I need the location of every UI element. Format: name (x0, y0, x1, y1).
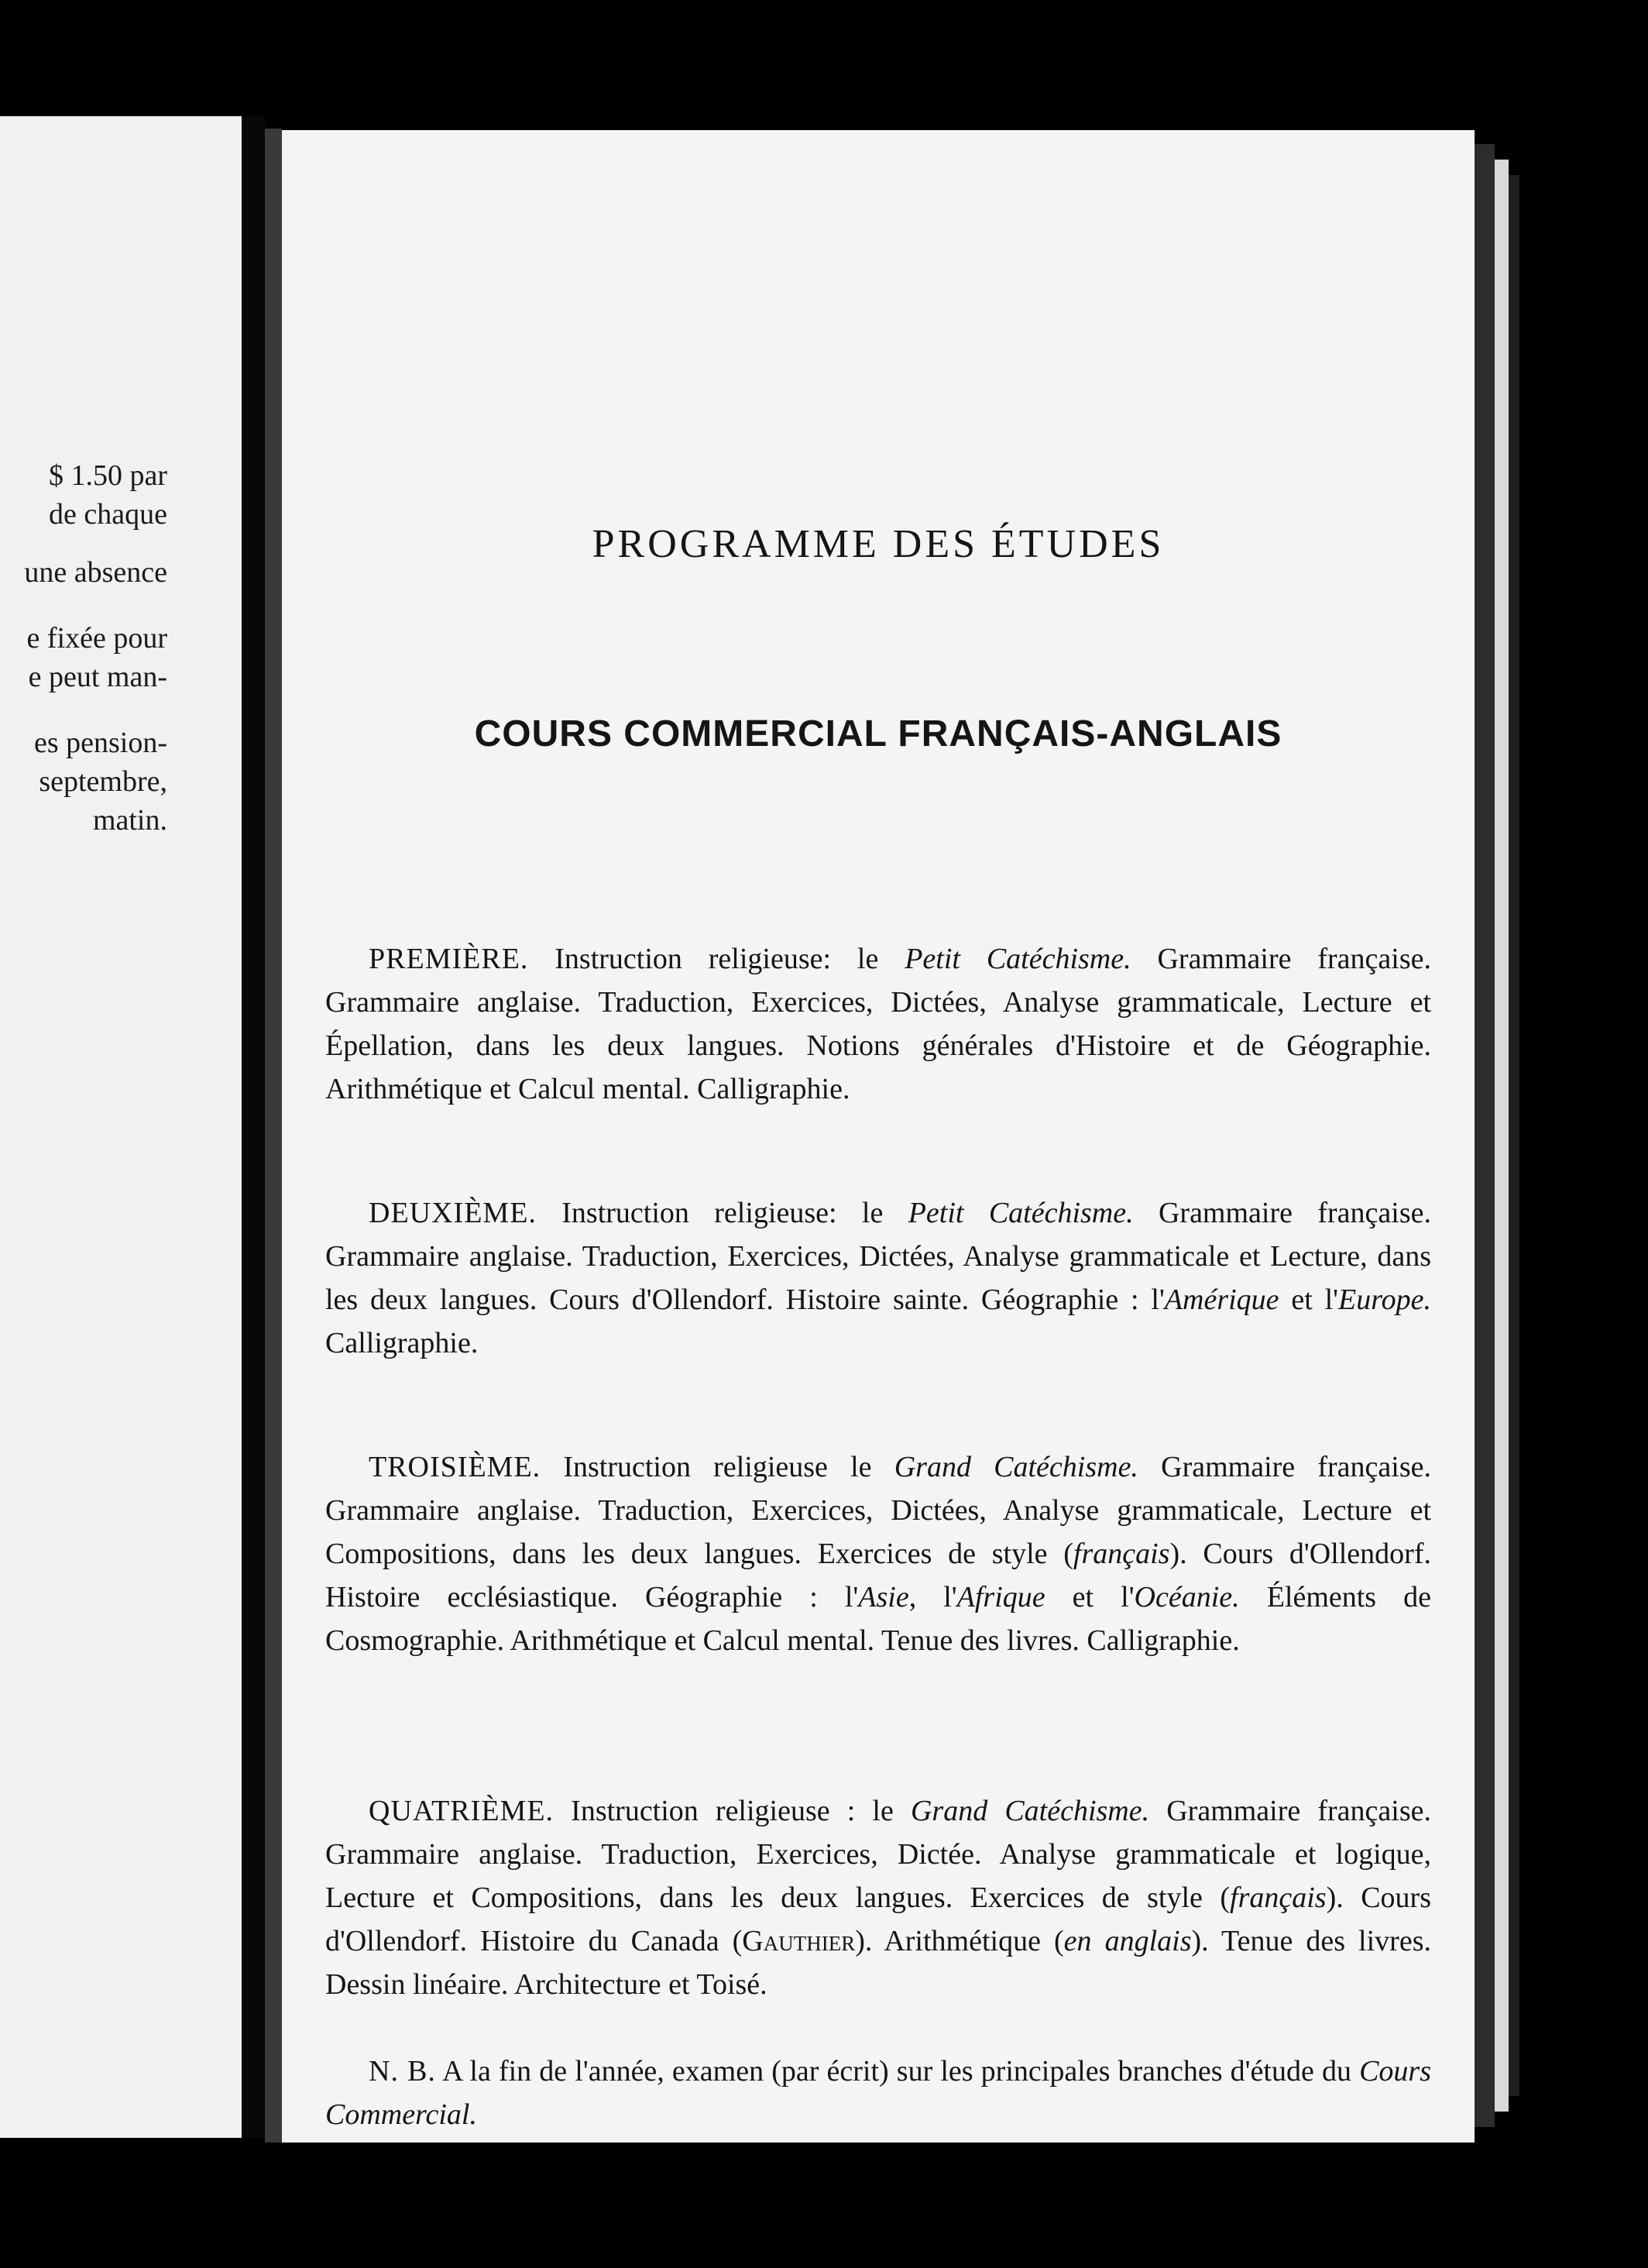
paragraph-text: Grammaire française. Grammaire anglaise. Traduction, Exercices, Dictées, Analyse grammaticale et Lecture, dans les deux langues. Cours d'Ollendorf. Histoire sainte. Géographie : l' (325, 1197, 1431, 1316)
paragraph-troisieme (325, 1445, 1431, 1662)
italic-text: Petit Catéchisme. (905, 943, 1131, 975)
italic-text: français (1073, 1538, 1170, 1570)
paragraph-label: PREMIÈRE. (369, 943, 529, 975)
paragraph-label: TROISIÈME. (369, 1451, 541, 1483)
paragraph-premiere (325, 937, 1431, 1111)
paragraph-text: A la fin de l'année, examen (par écrit) sur les principales branches d'étude du (435, 2055, 1360, 2088)
paragraph-text: ). Arithmétique ( (855, 1925, 1064, 1957)
page-shadow (265, 129, 282, 2143)
paragraph-text: Instruction religieuse: le (536, 1197, 908, 1229)
paragraph-text: et l' (1279, 1283, 1339, 1316)
italic-text: Petit Catéchisme. (908, 1197, 1134, 1229)
author-name: Gauthier (742, 1925, 856, 1957)
paragraph-text: Calligraphie. (325, 1327, 479, 1359)
italic-text: Grand Catéchisme. (910, 1795, 1150, 1827)
left-text-line: e peut man- (28, 661, 167, 693)
page-edge (1475, 144, 1495, 2127)
paragraph-text: ). Tenue des livres. Dessin linéaire. Architecture et Toisé. (325, 1925, 1431, 2001)
italic-text: Cours Commercial. (325, 2055, 1431, 2131)
paragraph-text: Instruction religieuse le (541, 1451, 894, 1483)
italic-text: Afrique (956, 1581, 1045, 1613)
paragraph-text: ). Cours d'Ollendorf. Histoire du Canada ( (325, 1881, 1431, 1957)
paragraph-text: et l' (1045, 1581, 1135, 1613)
left-text-line: matin. (92, 804, 167, 837)
italic-text: Europe. (1338, 1283, 1431, 1316)
paragraph-text: Grammaire française. Grammaire anglaise. Traduction, Exercices, Dictée. Analyse grammaticale et logique, Lecture et Compositions, dans les deux langues. Exercices de style ( (325, 1795, 1431, 1914)
paragraph-label: N. B. (369, 2055, 436, 2088)
italic-text: Océanie. (1134, 1581, 1240, 1613)
paragraph-text: ). Cours d'Ollendorf. Histoire ecclésiastique. Géographie : l' (325, 1538, 1431, 1613)
paragraph-text: Éléments de Cosmographie. Arithmétique et Calcul mental. Tenue des livres. Calligraphie. (325, 1581, 1431, 1657)
left-page-fragment (0, 116, 242, 2138)
paragraph-nb (325, 2050, 1431, 2136)
book-gutter (242, 116, 265, 2138)
paragraph-deuxieme (325, 1191, 1431, 1365)
section-title: COURS COMMERCIAL FRANÇAIS-ANGLAIS (474, 713, 1282, 754)
left-text-line: une absence (24, 556, 167, 589)
page-edge (1495, 160, 1509, 2112)
paragraph-text: , l' (908, 1581, 957, 1613)
paragraph-text: Instruction religieuse : le (554, 1795, 911, 1827)
left-text-line: de chaque (49, 498, 167, 531)
left-text-line: es pension- (33, 727, 167, 759)
italic-text: Grand Catéchisme. (894, 1451, 1138, 1483)
paragraph-label: QUATRIÈME. (369, 1795, 554, 1827)
left-text-line: septembre, (39, 765, 167, 798)
paragraph-text: Instruction religieuse: le (528, 943, 905, 975)
left-text-line: $ 1.50 par (48, 459, 167, 492)
page-title: PROGRAMME DES ÉTUDES (592, 521, 1165, 566)
paragraph-text: Grammaire française. Grammaire anglaise. Traduction, Exercices, Dictées, Analyse grammaticale, Lecture et Épellation, dans les deux langues. Notions générales d'Histoire et de Géographie. Arithmétique et Calcul mental. Calligraphie. (325, 943, 1431, 1105)
italic-text: français (1230, 1881, 1327, 1914)
paragraph-quatrieme (325, 1789, 1431, 2006)
paragraph-label: DEUXIÈME. (369, 1197, 537, 1229)
italic-text: Asie (858, 1581, 909, 1613)
main-page (282, 130, 1475, 2143)
italic-text: Amérique (1164, 1283, 1279, 1316)
paragraph-text: Grammaire française. Grammaire anglaise. Traduction, Exercices, Dictées, Analyse grammaticale, Lecture et Compositions, dans les deux langues. Exercices de style ( (325, 1451, 1431, 1570)
page-edge (1509, 175, 1519, 2096)
italic-text: en anglais (1063, 1925, 1192, 1957)
left-text-line: e fixée pour (26, 622, 167, 655)
